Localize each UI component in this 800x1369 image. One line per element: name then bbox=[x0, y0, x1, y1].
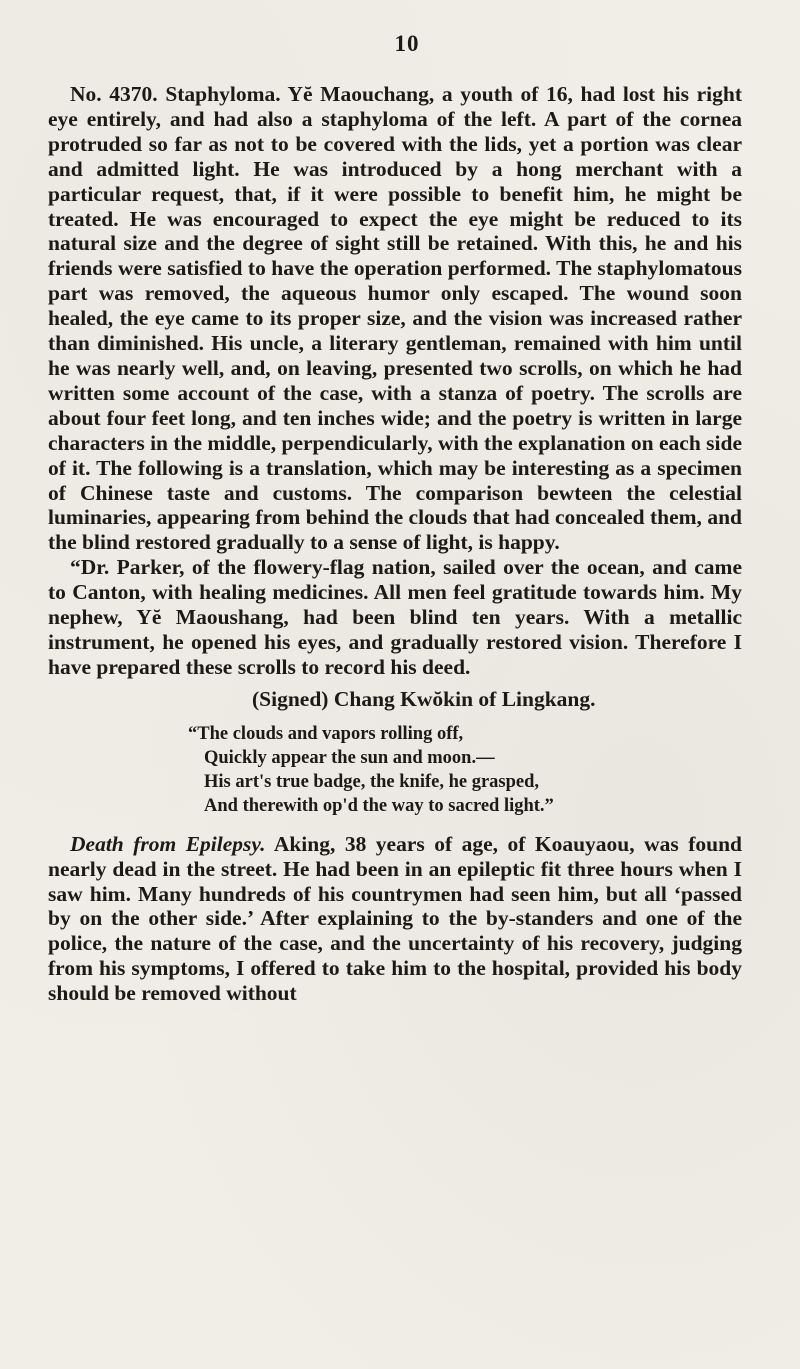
poem-line: And therewith op'd the way to sacred light.” bbox=[204, 795, 554, 816]
poem-line: Quickly appear the sun and moon.— bbox=[204, 747, 495, 768]
signature: (Signed) Chang Kwŏkin of Lingkang. bbox=[252, 686, 596, 711]
death-from-epilepsy-paragraph bbox=[48, 832, 742, 1006]
section-title: Death from Epilepsy. bbox=[70, 831, 266, 856]
page-number: 10 bbox=[394, 31, 420, 56]
translation-paragraph: “Dr. Parker, of the flowery-flag nation, sailed over the ocean, and came to Canton, with healing medicines. All men feel gratitude towards him. My nephew, Yĕ Maoushang, had been blind ten years. With a metallic instrument, he opened his eyes, and gradually restored vision. Therefore I have prepared these scrolls to record his deed. bbox=[48, 555, 742, 679]
case-title: Staphyloma. bbox=[165, 82, 281, 106]
poem-stanza bbox=[48, 722, 742, 818]
case-4370-paragraph bbox=[48, 82, 742, 555]
section-text: Aking, 38 years of age, of Koauyaou, was found nearly dead in the street. He had been in an epileptic fit three hours when I saw him. Many hundreds of his countrymen had seen him, but all ‘passed by on the other side.’ After explaining to the by-standers and one of the police, the nature of the case, and the uncertainty of his recovery, judging from his symptoms, I offered to take him to the hospital, provided his body should be removed without bbox=[48, 831, 742, 1006]
case-text: Yĕ Maouchang, a youth of 16, had lost his right eye entirely, and had also a staphyloma of the left. A part of the cornea protruded so far as not to be covered with the lids, yet a portion was clear and admitted light. He was introduced by a hong merchant with a particular request, that, if it were possible to benefit him, he might be treated. He was encouraged to expect the eye might be reduced to its natural size and the degree of sight still be retained. With this, he and his friends were satisfied to have the operation performed. The staphylomatous part was removed, the aqueous humor only escaped. The wound soon healed, the eye came to its proper size, and the vision was increased rather than diminished. His uncle, a literary gentleman, remained with him until he was nearly well, and, on leaving, presented two scrolls, on which he had written some account of the case, with a stanza of poetry. The scrolls are about four feet long, and ten inches wide; and the poetry is written in large characters in the middle, perpendicularly, with the explanation on each side of it. The following is a translation, which may be interesting as a specimen of Chinese taste and customs. The comparison bewteen the celestial luminaries, appearing from behind the clouds that had concealed them, and the blind restored gradually to a sense of light, is happy. bbox=[48, 82, 743, 555]
case-number: No. 4370. bbox=[70, 82, 158, 106]
poem-line: His art's true badge, the knife, he grasped, bbox=[204, 771, 540, 792]
poem-line: “The clouds and vapors rolling off, bbox=[188, 723, 464, 744]
